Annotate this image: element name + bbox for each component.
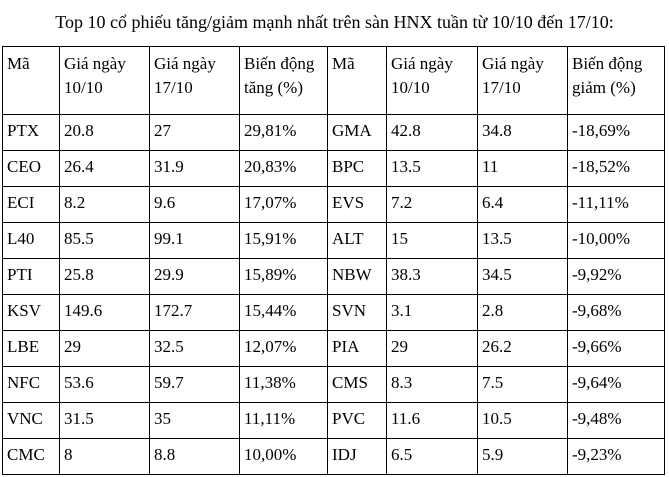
gain-change-cell: 17,07% [240,187,328,223]
header-loss-price-1710: Giá ngày 17/10 [478,47,568,115]
gain-code-cell: CMC [3,439,60,475]
loss-price-1710-cell: 7.5 [478,367,568,403]
loss-change-cell: -9,23% [568,439,665,475]
gain-price-1710-cell: 59.7 [150,367,240,403]
table-row [3,223,665,259]
loss-change-cell: -9,92% [568,259,665,295]
gain-price-1010-cell: 85.5 [60,223,150,259]
table-row [3,115,665,151]
table-row [3,367,665,403]
gain-code-cell: PTX [3,115,60,151]
loss-code-cell: PIA [328,331,387,367]
gain-price-1710-cell: 32.5 [150,331,240,367]
gain-change-cell: 15,44% [240,295,328,331]
gain-change-cell: 29,81% [240,115,328,151]
loss-price-1710-cell: 6.4 [478,187,568,223]
gain-price-1010-cell: 29 [60,331,150,367]
gain-price-1010-cell: 8.2 [60,187,150,223]
header-loss-code: Mã [328,47,387,115]
gain-price-1010-cell: 31.5 [60,403,150,439]
header-gain-price-1010: Giá ngày 10/10 [60,47,150,115]
gain-price-1010-cell: 20.8 [60,115,150,151]
gain-change-cell: 20,83% [240,151,328,187]
gain-price-1010-cell: 8 [60,439,150,475]
table-row [3,331,665,367]
gain-price-1010-cell: 26.4 [60,151,150,187]
loss-price-1710-cell: 10.5 [478,403,568,439]
loss-code-cell: CMS [328,367,387,403]
header-gain-code: Mã [3,47,60,115]
loss-price-1710-cell: 26.2 [478,331,568,367]
loss-price-1010-cell: 11.6 [387,403,478,439]
table-row [3,295,665,331]
gain-code-cell: CEO [3,151,60,187]
gain-price-1710-cell: 31.9 [150,151,240,187]
gain-code-cell: PTI [3,259,60,295]
table-row [3,403,665,439]
loss-code-cell: BPC [328,151,387,187]
gain-code-cell: NFC [3,367,60,403]
loss-price-1010-cell: 6.5 [387,439,478,475]
loss-price-1010-cell: 8.3 [387,367,478,403]
gain-price-1710-cell: 8.8 [150,439,240,475]
loss-change-cell: -18,52% [568,151,665,187]
document-title: Top 10 cổ phiếu tăng/giảm mạnh nhất trên sàn HNX tuần từ 10/10 đến 17/10: [55,12,614,32]
loss-code-cell: NBW [328,259,387,295]
gain-price-1710-cell: 172.7 [150,295,240,331]
loss-price-1010-cell: 38.3 [387,259,478,295]
loss-code-cell: EVS [328,187,387,223]
loss-price-1010-cell: 42.8 [387,115,478,151]
gain-code-cell: LBE [3,331,60,367]
loss-change-cell: -9,48% [568,403,665,439]
loss-price-1010-cell: 7.2 [387,187,478,223]
loss-code-cell: IDJ [328,439,387,475]
gain-code-cell: VNC [3,403,60,439]
loss-price-1010-cell: 3.1 [387,295,478,331]
header-loss-price-1010: Giá ngày 10/10 [387,47,478,115]
gain-price-1710-cell: 99.1 [150,223,240,259]
gain-price-1710-cell: 9.6 [150,187,240,223]
gain-code-cell: ECI [3,187,60,223]
loss-price-1710-cell: 34.5 [478,259,568,295]
stock-movers-table [2,46,665,475]
loss-price-1710-cell: 13.5 [478,223,568,259]
gain-change-cell: 11,11% [240,403,328,439]
table-row [3,151,665,187]
gain-change-cell: 11,38% [240,367,328,403]
gain-change-cell: 10,00% [240,439,328,475]
loss-change-cell: -9,64% [568,367,665,403]
loss-code-cell: PVC [328,403,387,439]
header-gain-price-1710: Giá ngày 17/10 [150,47,240,115]
loss-change-cell: -9,68% [568,295,665,331]
gain-price-1010-cell: 53.6 [60,367,150,403]
table-row [3,259,665,295]
loss-price-1710-cell: 2.8 [478,295,568,331]
loss-price-1710-cell: 5.9 [478,439,568,475]
loss-price-1010-cell: 15 [387,223,478,259]
loss-price-1710-cell: 34.8 [478,115,568,151]
gain-code-cell: KSV [3,295,60,331]
loss-code-cell: GMA [328,115,387,151]
table-row [3,439,665,475]
loss-change-cell: -9,66% [568,331,665,367]
gain-price-1710-cell: 29.9 [150,259,240,295]
gain-price-1710-cell: 27 [150,115,240,151]
gain-price-1010-cell: 25.8 [60,259,150,295]
loss-price-1010-cell: 29 [387,331,478,367]
loss-code-cell: SVN [328,295,387,331]
gain-price-1010-cell: 149.6 [60,295,150,331]
loss-change-cell: -18,69% [568,115,665,151]
gain-change-cell: 15,89% [240,259,328,295]
loss-code-cell: ALT [328,223,387,259]
table-header-row [3,47,665,115]
loss-change-cell: -10,00% [568,223,665,259]
loss-price-1710-cell: 11 [478,151,568,187]
gain-change-cell: 12,07% [240,331,328,367]
header-loss-change: Biến động giảm (%) [568,47,665,115]
gain-code-cell: L40 [3,223,60,259]
loss-price-1010-cell: 13.5 [387,151,478,187]
gain-change-cell: 15,91% [240,223,328,259]
loss-change-cell: -11,11% [568,187,665,223]
gain-price-1710-cell: 35 [150,403,240,439]
table-row [3,187,665,223]
header-gain-change: Biến động tăng (%) [240,47,328,115]
